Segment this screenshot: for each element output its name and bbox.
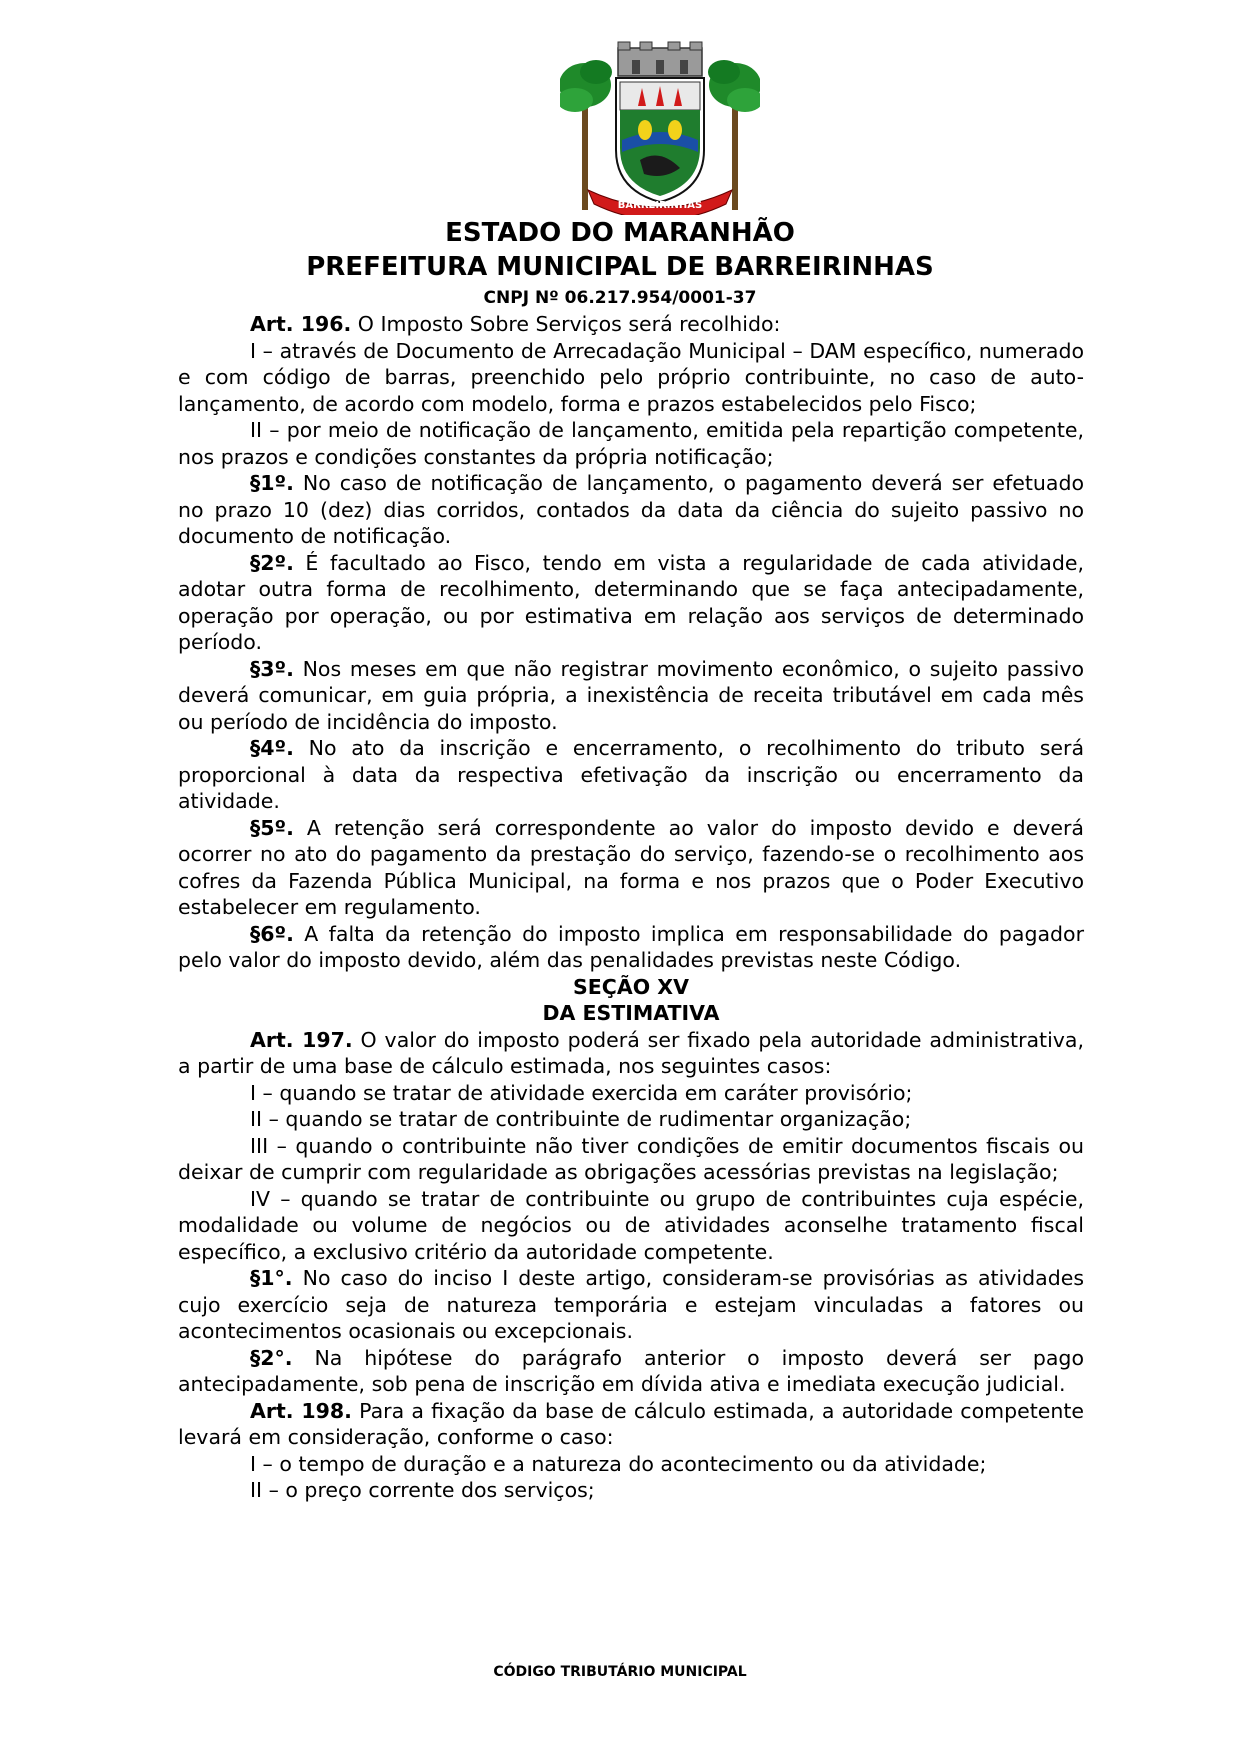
paragraph-text: No caso do inciso I deste artigo, consideram-se provisórias as atividades cujo exercício seja de natureza temporária e estejam vinculadas a fatores ou acontecimentos ocasionais ou excepcionais. xyxy=(178,1266,1084,1343)
paragraph-text: É facultado ao Fisco, tendo em vista a regularidade de cada atividade, adotar outra forma de recolhimento, determinando que se faça antecipadamente, operação por operação, ou por estimativa em relação aos serviços de determinado período. xyxy=(178,550,1084,654)
paragraph-number: §2°. xyxy=(250,1345,293,1370)
shield xyxy=(616,78,704,202)
left-palm-tree xyxy=(560,60,612,210)
paragraph-text: O valor do imposto poderá ser fixado pela autoridade administrativa, a partir de uma base de cálculo estimada, nos seguintes casos: xyxy=(178,1027,1085,1078)
item-i: I – o tempo de duração e a natureza do acontecimento ou da atividade; xyxy=(250,1451,987,1476)
paragraph-2 xyxy=(178,1345,1084,1398)
paragraph-text: No ato da inscrição e encerramento, o recolhimento do tributo será proporcional à data da respectiva efetivação da inscrição ou encerramento da atividade. xyxy=(178,736,1084,813)
mural-crown xyxy=(618,42,702,76)
item-iv: IV – quando se tratar de contribuinte ou grupo de contribuintes cuja espécie, modalidade ou volume de negócios ou de atividades aconselhe tratamento fiscal específico, a exclusivo critério da autoridade competente. xyxy=(178,1186,1084,1264)
paragraph-number: §3º. xyxy=(250,656,294,681)
paragraph-number: §2º. xyxy=(250,550,294,575)
paragraph-text: Na hipótese do parágrafo anterior o imposto deverá ser pago antecipadamente, sob pena de inscrição em dívida ativa e imediata execução judicial. xyxy=(178,1345,1084,1396)
prefecture-heading: PREFEITURA MUNICIPAL DE BARREIRINHAS xyxy=(306,252,934,282)
paragraph-number: §5º. xyxy=(250,815,294,840)
paragraph-text: A falta da retenção do imposto implica em responsabilidade do pagador pelo valor do imposto devido, além das penalidades previstas neste Código. xyxy=(178,921,1084,972)
item-ii: II – por meio de notificação de lançamento, emitida pela repartição competente, nos prazos e condições constantes da própria notificação; xyxy=(178,418,1084,469)
item-i: I – através de Documento de Arrecadação Municipal – DAM específico, numerado e com código de barras, preenchido pelo próprio contribuinte, no caso de auto- lançamento, de acordo com modelo, forma e prazos estabelecidos pelo Fisco; xyxy=(178,338,1084,416)
paragraph-3 xyxy=(178,656,1084,736)
paragraph-1 xyxy=(178,1265,1084,1345)
paragraph-text: No caso de notificação de lançamento, o pagamento deverá ser efetuado no prazo 10 (dez) dias corridos, contados da data da ciência do sujeito passivo no documento de notificação. xyxy=(178,471,1084,548)
municipal-coat-of-arms xyxy=(560,40,760,215)
item-i: I – quando se tratar de atividade exercida em caráter provisório; xyxy=(250,1080,913,1105)
paragraph-2 xyxy=(178,550,1084,656)
right-palm-tree xyxy=(708,60,760,210)
paragraph-number: §6º. xyxy=(250,921,294,946)
item-ii: II – o preço corrente dos serviços; xyxy=(250,1478,595,1502)
paragraph-6 xyxy=(178,921,1084,974)
section-title: DA ESTIMATIVA xyxy=(542,1001,720,1025)
article-number: Art. 198. xyxy=(250,1398,352,1423)
paragraph-text: A retenção será correspondente ao valor do imposto devido e deverá ocorrer no ato do pagamento da prestação do serviço, fazendo-se o recolhimento aos cofres da Fazenda Pública Municipal, na forma e nos prazos que o Poder Executivo estabelecer em regulamento. xyxy=(178,815,1084,919)
section-number: SEÇÃO XV xyxy=(573,974,689,999)
article-number: Art. 197. xyxy=(250,1027,353,1052)
article-197 xyxy=(178,1027,1084,1080)
item-iii: III – quando o contribuinte não tiver condições de emitir documentos fiscais ou deixar de cumprir com regularidade as obrigações acessórias previstas na legislação; xyxy=(178,1133,1084,1184)
paragraph-1 xyxy=(178,470,1084,550)
article-number: Art. 196. xyxy=(250,312,352,336)
item-ii: II – quando se tratar de contribuinte de rudimentar organização; xyxy=(250,1107,912,1131)
paragraph-number: §1º. xyxy=(250,471,294,495)
cnpj-line: CNPJ Nº 06.217.954/0001-37 xyxy=(483,288,757,308)
paragraph-text: Para a fixação da base de cálculo estimada, a autoridade competente levará em consideração, conforme o caso: xyxy=(178,1398,1085,1449)
paragraph-4 xyxy=(178,735,1084,815)
article-196 xyxy=(178,311,1084,338)
paragraph-number: §1°. xyxy=(250,1266,293,1290)
article-198 xyxy=(178,1398,1084,1451)
paragraph-text: O Imposto Sobre Serviços será recolhido: xyxy=(351,312,781,336)
page-footer: CÓDIGO TRIBUTÁRIO MUNICIPAL xyxy=(493,1664,747,1680)
crest-banner-text: BARREIRINHAS xyxy=(617,200,703,211)
paragraph-text: Nos meses em que não registrar movimento econômico, o sujeito passivo deverá comunicar, em guia própria, a inexistência de receita tributável em cada mês ou período de incidência do imposto. xyxy=(178,656,1084,734)
state-heading: ESTADO DO MARANHÃO xyxy=(445,218,795,248)
document-body xyxy=(178,311,1084,1504)
paragraph-number: §4º. xyxy=(250,736,294,760)
paragraph-5 xyxy=(178,815,1084,921)
